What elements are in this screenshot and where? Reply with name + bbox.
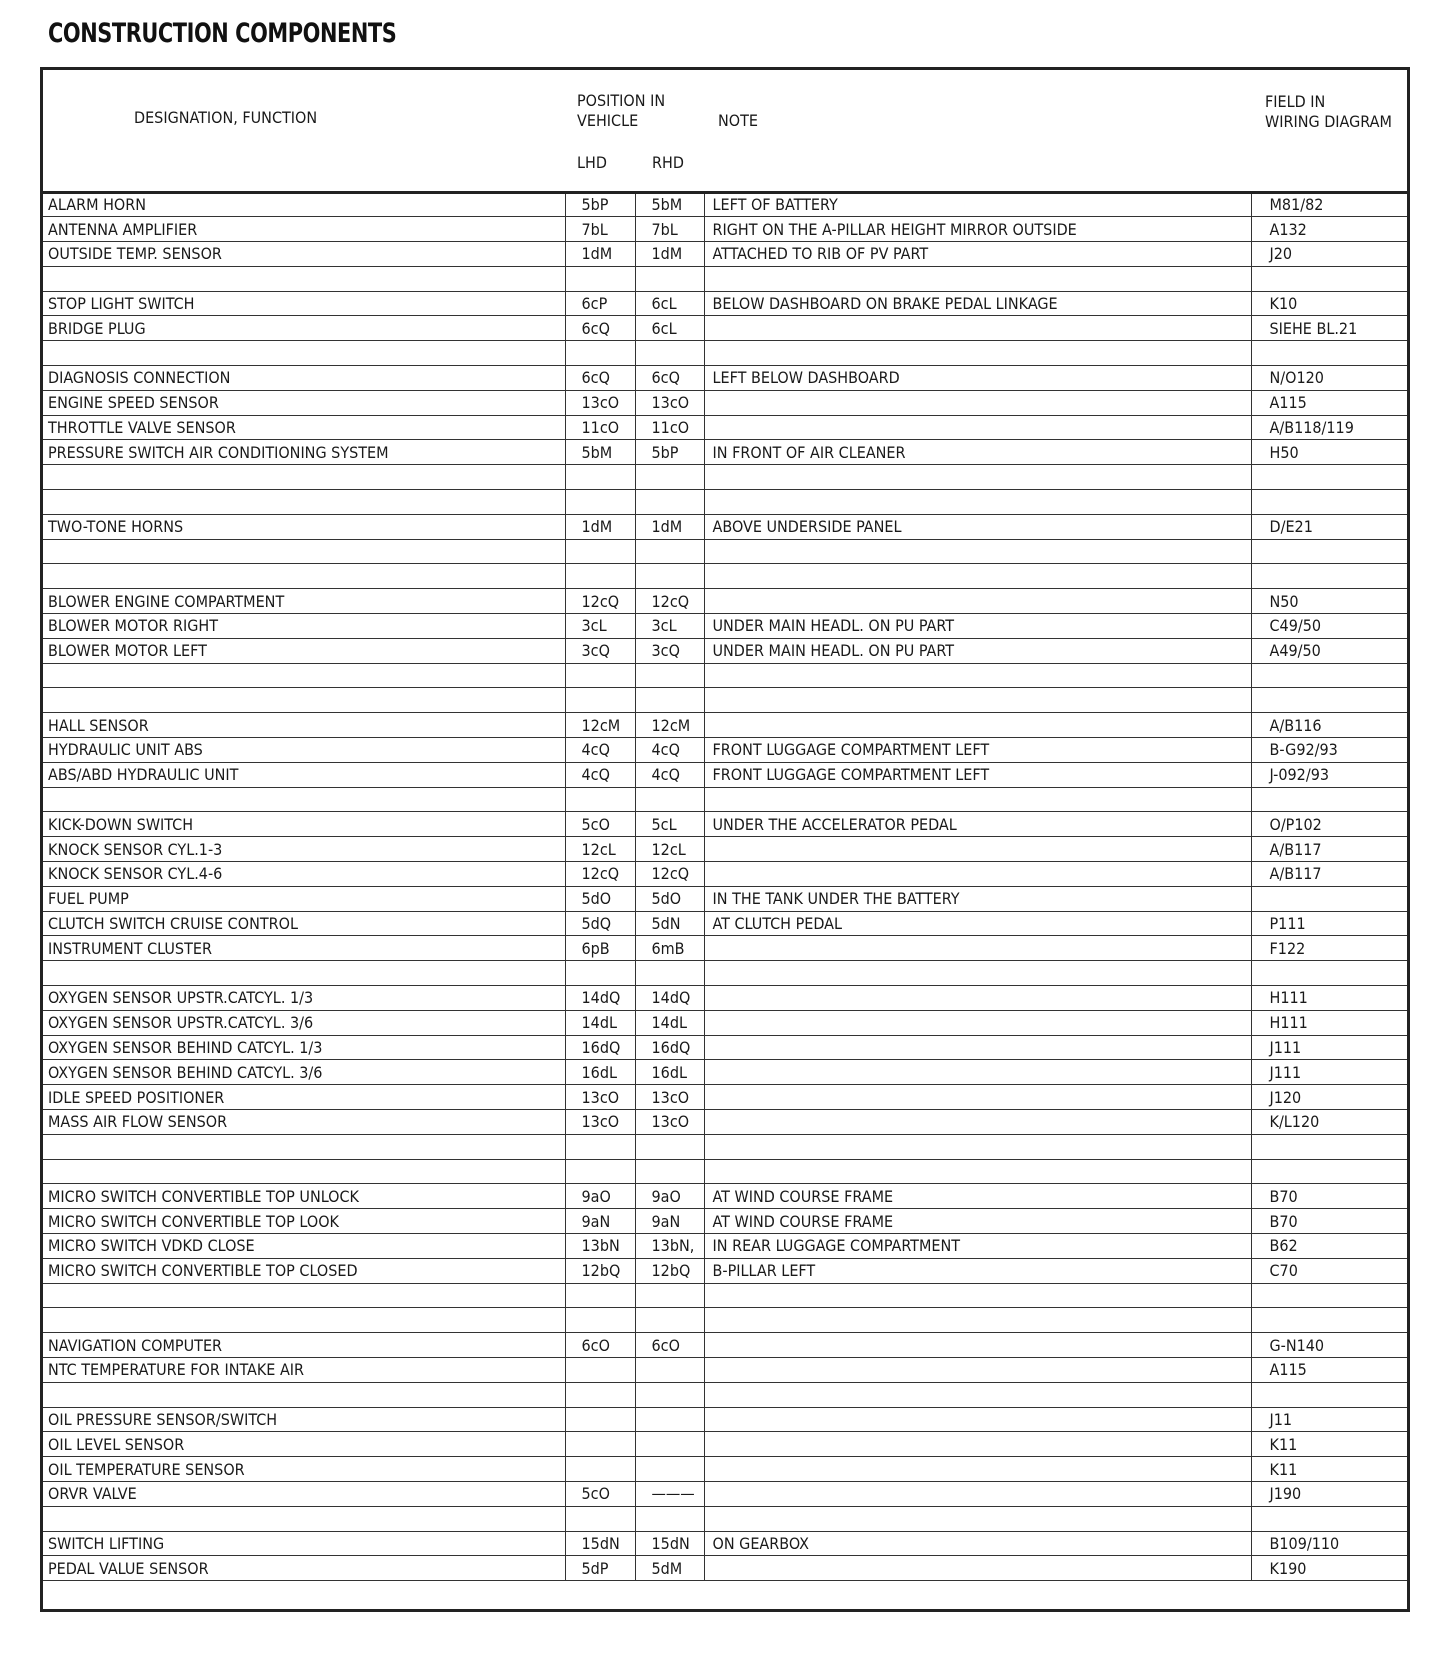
row-designation: MICRO SWITCH CONVERTIBLE TOP CLOSED (40, 1258, 565, 1283)
row-rhd: 12bQ (635, 1258, 704, 1283)
row-field: J20 (1251, 242, 1410, 267)
header-designation: DESIGNATION, FUNCTION (134, 108, 318, 127)
row-lhd: 5cO (565, 1481, 635, 1506)
row-designation: KNOCK SENSOR CYL.4-6 (40, 862, 565, 887)
row-field: J111 (1251, 1035, 1410, 1060)
row-lhd: 5dO (565, 886, 635, 911)
row-lhd: 6cO (565, 1333, 635, 1358)
row-field: N/O120 (1251, 366, 1410, 391)
header-position-line2: VEHICLE (577, 111, 639, 130)
row-note: UNDER MAIN HEADL. ON PU PART (704, 638, 1251, 663)
row-designation: TWO-TONE HORNS (40, 514, 565, 539)
row-designation: PEDAL VALUE SENSOR (40, 1556, 565, 1581)
row-rhd: 5dM (635, 1556, 704, 1581)
row-lhd: 9aO (565, 1184, 635, 1209)
row-rhd: 16dL (635, 1060, 704, 1085)
row-field: A49/50 (1251, 638, 1410, 663)
row-lhd: 6cP (565, 291, 635, 316)
row-designation: HALL SENSOR (40, 713, 565, 738)
row-lhd: 5bM (565, 440, 635, 465)
row-note: UNDER THE ACCELERATOR PEDAL (704, 812, 1251, 837)
row-field: J-092/93 (1251, 762, 1410, 787)
row-field: P111 (1251, 911, 1410, 936)
header-position-line1: POSITION IN (577, 91, 666, 110)
row-rhd: 9aO (635, 1184, 704, 1209)
row-designation: NTC TEMPERATURE FOR INTAKE AIR (40, 1357, 565, 1382)
row-lhd: 1dM (565, 514, 635, 539)
row-lhd: 14dQ (565, 986, 635, 1011)
row-lhd: 11cO (565, 415, 635, 440)
row-field: M81/82 (1251, 192, 1410, 217)
row-field: C49/50 (1251, 614, 1410, 639)
row-designation: STOP LIGHT SWITCH (40, 291, 565, 316)
row-designation: MICRO SWITCH CONVERTIBLE TOP UNLOCK (40, 1184, 565, 1209)
row-field: K10 (1251, 291, 1410, 316)
row-lhd: 16dL (565, 1060, 635, 1085)
row-rhd: 4cQ (635, 738, 704, 763)
row-lhd: 12cQ (565, 589, 635, 614)
header-lhd: LHD (577, 153, 607, 172)
row-designation: THROTTLE VALVE SENSOR (40, 415, 565, 440)
row-lhd: 6cQ (565, 316, 635, 341)
row-note: IN REAR LUGGAGE COMPARTMENT (704, 1233, 1251, 1258)
row-lhd: 13cO (565, 390, 635, 415)
row-rhd: 12cQ (635, 862, 704, 887)
row-field: K11 (1251, 1457, 1410, 1482)
row-rhd: 13cO (635, 1085, 704, 1110)
row-rhd: 12cL (635, 837, 704, 862)
row-field: H50 (1251, 440, 1410, 465)
row-note: ON GEARBOX (704, 1531, 1251, 1556)
row-rhd: 13cO (635, 1109, 704, 1134)
row-note: FRONT LUGGAGE COMPARTMENT LEFT (704, 738, 1251, 763)
row-note: B-PILLAR LEFT (704, 1258, 1251, 1283)
row-lhd: 4cQ (565, 762, 635, 787)
row-field: B70 (1251, 1184, 1410, 1209)
row-lhd: 5dP (565, 1556, 635, 1581)
row-designation: KNOCK SENSOR CYL.1-3 (40, 837, 565, 862)
row-rhd: 6cL (635, 291, 704, 316)
row-designation: MASS AIR FLOW SENSOR (40, 1109, 565, 1134)
row-lhd: 3cQ (565, 638, 635, 663)
row-rhd: ——— (635, 1481, 704, 1506)
row-lhd: 14dL (565, 1010, 635, 1035)
row-designation: KICK-DOWN SWITCH (40, 812, 565, 837)
row-note: IN FRONT OF AIR CLEANER (704, 440, 1251, 465)
row-designation: IDLE SPEED POSITIONER (40, 1085, 565, 1110)
row-lhd: 6pB (565, 936, 635, 961)
row-rhd: 15dN (635, 1531, 704, 1556)
row-note: BELOW DASHBOARD ON BRAKE PEDAL LINKAGE (704, 291, 1251, 316)
row-designation: DIAGNOSIS CONNECTION (40, 366, 565, 391)
row-note: RIGHT ON THE A-PILLAR HEIGHT MIRROR OUTSIDE (704, 217, 1251, 242)
row-lhd: 5bP (565, 192, 635, 217)
row-field: C70 (1251, 1258, 1410, 1283)
row-designation: FUEL PUMP (40, 886, 565, 911)
row-designation: OIL LEVEL SENSOR (40, 1432, 565, 1457)
row-field: B109/110 (1251, 1531, 1410, 1556)
row-note: UNDER MAIN HEADL. ON PU PART (704, 614, 1251, 639)
row-lhd: 16dQ (565, 1035, 635, 1060)
row-rhd: 3cL (635, 614, 704, 639)
row-rhd: 5bM (635, 192, 704, 217)
row-rhd: 1dM (635, 514, 704, 539)
row-rhd: 12cQ (635, 589, 704, 614)
row-designation: ALARM HORN (40, 192, 565, 217)
row-designation: NAVIGATION COMPUTER (40, 1333, 565, 1358)
header-rhd: RHD (652, 153, 684, 172)
row-lhd: 13cO (565, 1085, 635, 1110)
row-field: G-N140 (1251, 1333, 1410, 1358)
row-field: A115 (1251, 1357, 1410, 1382)
row-field: D/E21 (1251, 514, 1410, 539)
row-designation: ABS/ABD HYDRAULIC UNIT (40, 762, 565, 787)
row-note: ABOVE UNDERSIDE PANEL (704, 514, 1251, 539)
row-rhd: 14dL (635, 1010, 704, 1035)
row-field: A/B117 (1251, 862, 1410, 887)
row-rhd: 5bP (635, 440, 704, 465)
row-field: J120 (1251, 1085, 1410, 1110)
page-title: CONSTRUCTION COMPONENTS (48, 18, 397, 49)
row-rhd: 13bN, (635, 1233, 704, 1258)
row-note: IN THE TANK UNDER THE BATTERY (704, 886, 1251, 911)
row-lhd: 13cO (565, 1109, 635, 1134)
row-designation: BLOWER MOTOR RIGHT (40, 614, 565, 639)
row-designation: OXYGEN SENSOR BEHIND CATCYL. 3/6 (40, 1060, 565, 1085)
row-note: FRONT LUGGAGE COMPARTMENT LEFT (704, 762, 1251, 787)
row-field: K/L120 (1251, 1109, 1410, 1134)
row-field: B-G92/93 (1251, 738, 1410, 763)
row-note: ATTACHED TO RIB OF PV PART (704, 242, 1251, 267)
row-lhd: 3cL (565, 614, 635, 639)
row-field: N50 (1251, 589, 1410, 614)
row-field: H111 (1251, 986, 1410, 1011)
row-designation: OXYGEN SENSOR BEHIND CATCYL. 1/3 (40, 1035, 565, 1060)
row-lhd: 1dM (565, 242, 635, 267)
row-field: O/P102 (1251, 812, 1410, 837)
row-designation: MICRO SWITCH CONVERTIBLE TOP LOOK (40, 1209, 565, 1234)
row-rhd: 13cO (635, 390, 704, 415)
row-field: H111 (1251, 1010, 1410, 1035)
row-rhd: 7bL (635, 217, 704, 242)
row-rhd: 3cQ (635, 638, 704, 663)
row-lhd: 12cQ (565, 862, 635, 887)
row-field: J190 (1251, 1481, 1410, 1506)
row-rhd: 1dM (635, 242, 704, 267)
row-designation: SWITCH LIFTING (40, 1531, 565, 1556)
row-field: K11 (1251, 1432, 1410, 1457)
row-lhd: 5cO (565, 812, 635, 837)
row-designation: OXYGEN SENSOR UPSTR.CATCYL. 1/3 (40, 986, 565, 1011)
row-rhd: 11cO (635, 415, 704, 440)
header-field-line2: WIRING DIAGRAM (1265, 112, 1392, 131)
row-designation: BLOWER MOTOR LEFT (40, 638, 565, 663)
row-designation: MICRO SWITCH VDKD CLOSE (40, 1233, 565, 1258)
row-lhd: 13bN (565, 1233, 635, 1258)
row-designation: INSTRUMENT CLUSTER (40, 936, 565, 961)
row-lhd: 12bQ (565, 1258, 635, 1283)
row-designation: ENGINE SPEED SENSOR (40, 390, 565, 415)
row-field: A/B117 (1251, 837, 1410, 862)
row-rhd: 5cL (635, 812, 704, 837)
row-rhd: 6cO (635, 1333, 704, 1358)
row-lhd: 7bL (565, 217, 635, 242)
row-designation: OUTSIDE TEMP. SENSOR (40, 242, 565, 267)
row-designation: CLUTCH SWITCH CRUISE CONTROL (40, 911, 565, 936)
row-rhd: 9aN (635, 1209, 704, 1234)
row-designation: OIL TEMPERATURE SENSOR (40, 1457, 565, 1482)
row-rhd: 5dO (635, 886, 704, 911)
row-rhd: 6mB (635, 936, 704, 961)
row-note: LEFT OF BATTERY (704, 192, 1251, 217)
row-designation: OIL PRESSURE SENSOR/SWITCH (40, 1407, 565, 1432)
row-rhd: 14dQ (635, 986, 704, 1011)
row-note: AT WIND COURSE FRAME (704, 1184, 1251, 1209)
row-field: J11 (1251, 1407, 1410, 1432)
row-rhd: 6cL (635, 316, 704, 341)
header-note: NOTE (718, 111, 758, 130)
row-designation: PRESSURE SWITCH AIR CONDITIONING SYSTEM (40, 440, 565, 465)
row-designation: BLOWER ENGINE COMPARTMENT (40, 589, 565, 614)
row-designation: HYDRAULIC UNIT ABS (40, 738, 565, 763)
row-lhd: 15dN (565, 1531, 635, 1556)
row-lhd: 4cQ (565, 738, 635, 763)
row-field: A/B118/119 (1251, 415, 1410, 440)
row-rhd: 6cQ (635, 366, 704, 391)
row-rhd: 4cQ (635, 762, 704, 787)
row-note: LEFT BELOW DASHBOARD (704, 366, 1251, 391)
row-field: A132 (1251, 217, 1410, 242)
row-lhd: 12cM (565, 713, 635, 738)
row-lhd: 12cL (565, 837, 635, 862)
row-field: K190 (1251, 1556, 1410, 1581)
row-designation: ORVR VALVE (40, 1481, 565, 1506)
row-designation: OXYGEN SENSOR UPSTR.CATCYL. 3/6 (40, 1010, 565, 1035)
row-rhd: 12cM (635, 713, 704, 738)
row-field: B70 (1251, 1209, 1410, 1234)
row-field: A/B116 (1251, 713, 1410, 738)
row-rhd: 5dN (635, 911, 704, 936)
row-lhd: 5dQ (565, 911, 635, 936)
row-field: B62 (1251, 1233, 1410, 1258)
row-lhd: 6cQ (565, 366, 635, 391)
row-lhd: 9aN (565, 1209, 635, 1234)
row-field: F122 (1251, 936, 1410, 961)
row-field: J111 (1251, 1060, 1410, 1085)
row-designation: ANTENNA AMPLIFIER (40, 217, 565, 242)
row-note: AT WIND COURSE FRAME (704, 1209, 1251, 1234)
row-designation: BRIDGE PLUG (40, 316, 565, 341)
row-note: AT CLUTCH PEDAL (704, 911, 1251, 936)
row-field: SIEHE BL.21 (1251, 316, 1410, 341)
table-frame (40, 67, 1410, 1612)
header-field-line1: FIELD IN (1265, 92, 1326, 111)
row-rhd: 16dQ (635, 1035, 704, 1060)
row-field: A115 (1251, 390, 1410, 415)
